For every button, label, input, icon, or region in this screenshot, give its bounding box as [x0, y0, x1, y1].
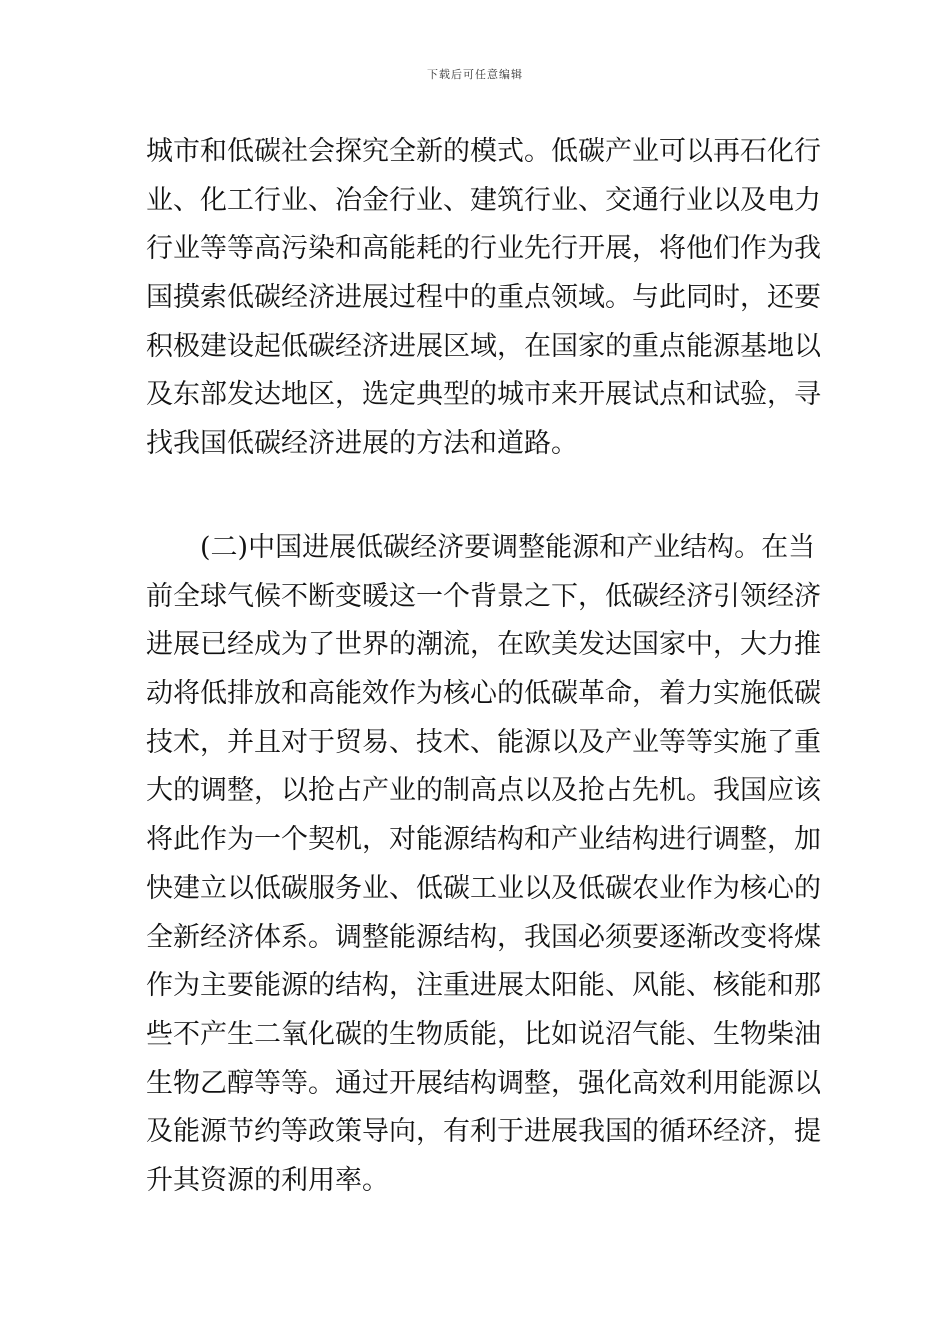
text-line: 技术，并且对于贸易、技术、能源以及产业等等实施了重 [146, 726, 821, 758]
text-line: 些不产生二氧化碳的生物质能，比如说沼气能、生物柴油 [146, 1018, 821, 1050]
text-line: 进展已经成为了世界的潮流，在欧美发达国家中，大力推 [146, 629, 821, 661]
page-header: 下载后可任意编辑 [427, 68, 523, 81]
paragraph-1 [146, 128, 821, 469]
text-line: 动将低排放和高能效作为核心的低碳革命，着力实施低碳 [146, 678, 821, 710]
text-line: 国摸索低碳经济进展过程中的重点领域。与此同时，还要 [146, 282, 821, 314]
text-line: 大的调整，以抢占产业的制高点以及抢占先机。我国应该 [146, 775, 821, 807]
text-line: 积极建设起低碳经济进展区域，在国家的重点能源基地以 [146, 330, 821, 362]
text-line: (二)中国进展低碳经济要调整能源和产业结构。在当 [200, 532, 816, 563]
text-line: 行业等等高污染和高能耗的行业先行开展，将他们作为我 [146, 233, 821, 265]
text-line: 快建立以低碳服务业、低碳工业以及低碳农业作为核心的 [146, 872, 821, 904]
text-line: 将此作为一个契机，对能源结构和产业结构进行调整，加 [146, 824, 821, 856]
paragraph-2 [146, 524, 821, 1206]
text-line: 城市和低碳社会探究全新的模式。低碳产业可以再石化行 [146, 136, 821, 167]
text-line: 全新经济体系。调整能源结构，我国必须要逐渐改变将煤 [146, 921, 821, 953]
text-line: 及东部发达地区，选定典型的城市来开展试点和试验，寻 [146, 379, 821, 411]
text-line: 升其资源的利用率。 [146, 1164, 389, 1196]
text-line: 业、化工行业、冶金行业、建筑行业、交通行业以及电力 [146, 184, 821, 216]
text-line: 找我国低碳经济进展的方法和道路。 [146, 428, 578, 460]
text-line: 前全球气候不断变暖这一个背景之下，低碳经济引领经济 [146, 580, 821, 612]
text-line: 生物乙醇等等。通过开展结构调整，强化高效利用能源以 [146, 1067, 821, 1099]
text-line: 及能源节约等政策导向，有利于进展我国的循环经济，提 [146, 1116, 821, 1148]
text-line: 作为主要能源的结构，注重进展太阳能、风能、核能和那 [146, 970, 821, 1002]
